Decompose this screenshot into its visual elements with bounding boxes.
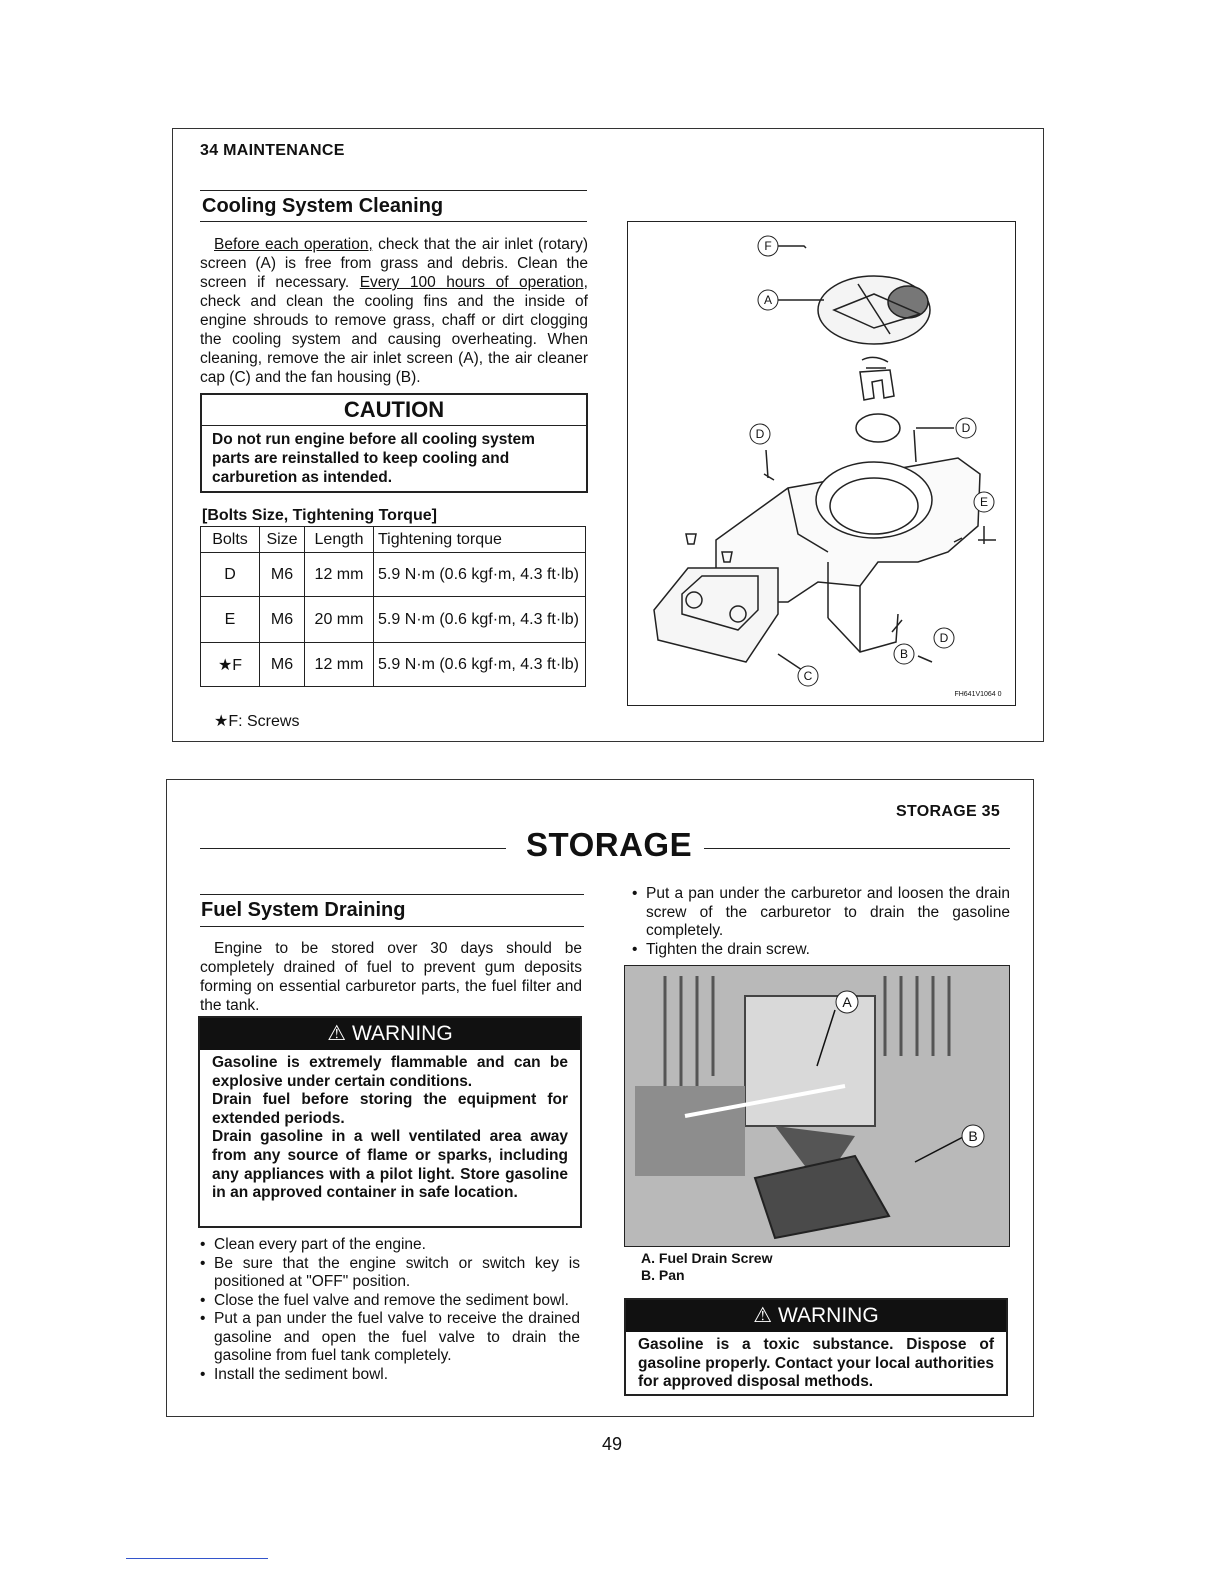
- list-item: • Be sure that the engine switch or switch key is positioned at "OFF" position.: [200, 1255, 580, 1292]
- table-row: [201, 553, 586, 597]
- list-item: • Clean every part of the engine.: [200, 1236, 580, 1255]
- callout-d: [750, 424, 770, 444]
- figure-code: FH641V1064 0: [954, 691, 1002, 698]
- callout-c: [798, 666, 818, 686]
- column-header: Tightening torque: [374, 527, 586, 553]
- steps-list: [200, 1236, 580, 1384]
- svg-text:F: F: [764, 239, 772, 253]
- list-item: • Close the fuel valve and remove the sediment bowl.: [200, 1292, 580, 1311]
- column-header: Bolts: [201, 527, 260, 553]
- list-item: • Put a pan under the fuel valve to receive the drained gasoline and open the fuel valve to drain the gasoline from fuel tank completely.: [200, 1310, 580, 1366]
- warning-header: [626, 1300, 1006, 1332]
- footnote: ★F: Screws: [214, 713, 300, 730]
- table-row: [201, 643, 586, 687]
- table-cell: D: [201, 553, 260, 597]
- steps-list: [632, 885, 1010, 959]
- caption-line: B. Pan: [641, 1267, 685, 1283]
- carburetor-body: [745, 996, 875, 1126]
- divider: [200, 848, 506, 849]
- warning-text: [200, 1050, 580, 1207]
- svg-text:A: A: [842, 994, 852, 1010]
- air-cleaner-cap: [654, 568, 778, 662]
- table-cell: 12 mm: [305, 643, 374, 687]
- divider: [200, 190, 587, 191]
- table-cell: 5.9 N·m (0.6 kgf·m, 4.3 ft·lb): [374, 643, 586, 687]
- warning-title: WARNING: [351, 1022, 453, 1045]
- warning-box: [198, 1016, 582, 1228]
- cooling-diagram: [627, 221, 1016, 706]
- table-cell: E: [201, 597, 260, 643]
- svg-text:D: D: [961, 421, 971, 435]
- callout-a: [758, 290, 778, 310]
- callout-b: [894, 644, 914, 664]
- table-header-row: [201, 527, 586, 553]
- list-item: • Tighten the drain screw.: [632, 941, 1010, 960]
- small-fan: [856, 414, 900, 442]
- page-header: STORAGE 35: [896, 803, 1001, 820]
- warning-line: Drain gasoline in a well ventilated area away from any source of flame or sparks, including any appliances with a pilot light. Store gasoline in an approved container in safe location.: [212, 1128, 568, 1202]
- footer-line: [126, 1558, 268, 1559]
- callout-d: [956, 418, 976, 438]
- svg-text:B: B: [968, 1128, 978, 1144]
- warning-title: WARNING: [777, 1304, 879, 1327]
- engine-block: [635, 1086, 745, 1176]
- torque-table: [200, 526, 586, 687]
- divider: [704, 848, 1010, 849]
- cooling-paragraph: [200, 235, 588, 387]
- caption-line: A. Fuel Drain Screw: [641, 1250, 773, 1266]
- column-header: Size: [260, 527, 305, 553]
- warning-triangle-icon: ⚠: [753, 1304, 773, 1327]
- section-title: Fuel System Draining: [201, 899, 406, 921]
- list-item: • Install the sediment bowl.: [200, 1366, 580, 1385]
- photo-caption: [641, 1250, 772, 1284]
- callout-a: [836, 991, 858, 1013]
- callout-b: [962, 1125, 984, 1147]
- underlined-phrase: Every 100 hours of operation,: [359, 274, 588, 291]
- table-cell: 20 mm: [305, 597, 374, 643]
- table-caption: [Bolts Size, Tightening Torque]: [202, 507, 437, 524]
- svg-text:A: A: [763, 293, 773, 307]
- housing-skirt: [828, 614, 898, 652]
- column-header: Length: [305, 527, 374, 553]
- table-cell: 5.9 N·m (0.6 kgf·m, 4.3 ft·lb): [374, 553, 586, 597]
- warning-header: [200, 1018, 580, 1050]
- divider: [200, 894, 584, 895]
- table-cell: 12 mm: [305, 553, 374, 597]
- svg-text:D: D: [939, 631, 949, 645]
- svg-text:E: E: [979, 495, 989, 509]
- warning-text: Gasoline is a toxic substance. Dispose of gasoline properly. Contact your local authorities for approved disposal methods.: [638, 1336, 994, 1391]
- section-title: Cooling System Cleaning: [202, 195, 444, 217]
- underlined-phrase: Before each operation,: [214, 236, 373, 253]
- list-item: • Put a pan under the carburetor and loosen the drain screw of the carburetor to drain the gasoline completely.: [632, 885, 1010, 941]
- warning-line: Gasoline is extremely flammable and can be explosive under certain conditions.: [212, 1054, 568, 1090]
- intro-paragraph: Engine to be stored over 30 days should be completely drained of fuel to prevent gum deposits forming on essential carburetor parts, the fuel filter and the tank.: [200, 940, 582, 1014]
- callout-e: [974, 492, 994, 512]
- divider: [200, 926, 584, 927]
- svg-text:C: C: [803, 669, 813, 683]
- housing-opening: [816, 462, 932, 538]
- paragraph-text: check and clean the cooling fins and the inside of engine shrouds to remove grass, chaff or dirt clogging the cooling system and causing overheating. When cleaning, remove the air inlet screen (A), the air cleaner cap (C) and the fan housing (B).: [200, 293, 588, 386]
- callout-f: [758, 236, 778, 256]
- engine-photo-drawing: [625, 966, 1009, 1246]
- svg-text:D: D: [755, 427, 765, 441]
- table-cell: M6: [260, 553, 305, 597]
- table-cell: M6: [260, 643, 305, 687]
- bracket: [862, 357, 888, 368]
- callout-d: [934, 628, 954, 648]
- fan-bracket: [860, 370, 894, 400]
- page-header: 34 MAINTENANCE: [200, 142, 345, 159]
- caution-text: Do not run engine before all cooling system parts are reinstalled to keep cooling and carburetion as intended.: [212, 431, 535, 486]
- caution-title: CAUTION: [202, 395, 586, 426]
- chapter-title: STORAGE: [526, 826, 693, 863]
- svg-text:B: B: [899, 647, 909, 661]
- page-number: 49: [601, 1434, 623, 1454]
- paragraph-text: check that the air inlet (rotary) screen (A) is free from grass and debris. Clean the screen if necessary.: [200, 236, 588, 291]
- table-cell: M6: [260, 597, 305, 643]
- divider: [200, 221, 587, 222]
- caution-box: [200, 393, 588, 493]
- table-cell: ★F: [201, 643, 260, 687]
- warning-triangle-icon: ⚠: [327, 1022, 347, 1045]
- engine-shroud-drawing: [628, 222, 1014, 704]
- warning-box: [624, 1298, 1008, 1396]
- table-cell: 5.9 N·m (0.6 kgf·m, 4.3 ft·lb): [374, 597, 586, 643]
- table-row: [201, 597, 586, 643]
- warning-line: Drain fuel before storing the equipment for extended periods.: [212, 1091, 568, 1127]
- carburetor-photo: [624, 965, 1010, 1247]
